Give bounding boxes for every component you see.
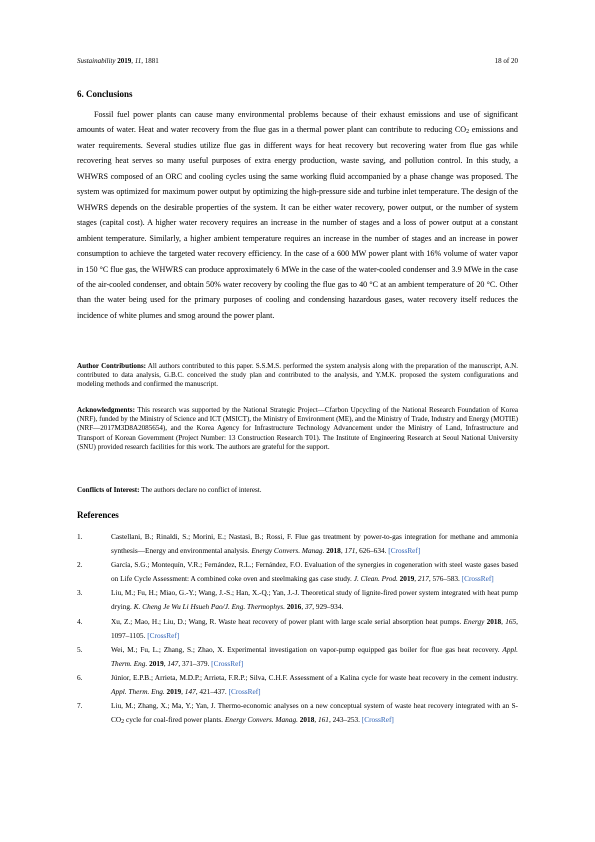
reference-journal: Energy Convers. Manag. <box>224 715 298 725</box>
reference-pages: , 243–253. <box>328 715 362 725</box>
reference-pages: , 421–437. <box>195 687 229 697</box>
reference-volume: , 147 <box>181 687 196 697</box>
reference-volume: , 171 <box>340 546 356 556</box>
references-title: References <box>77 510 119 520</box>
acknowledgments <box>77 406 518 452</box>
reference-text: García, S.G.; Montequín, V.R.; Fernández, R.L.; Fernández, F.O. Evaluation of the synergies in cogeneration with steel waste gases based on Life Cycle Assessment: A combined coke oven and steelmaking gas case study. <box>111 560 518 584</box>
reference-text: Xu, Z.; Mao, H.; Liu, D.; Wang, R. Waste heat recovery of power plant with large scale serial absorption heat pumps. <box>111 616 464 626</box>
reference-text: Liu, M.; Zhang, X.; Ma, Y.; Yan, J. Thermo-economic analyses on a new conceptual system of waste heat recovery integrated with an S-CO <box>111 701 518 725</box>
subscript: 2 <box>121 719 125 726</box>
reference-volume: , 37 <box>301 602 313 612</box>
reference-journal: Energy Convers. Manag. <box>251 546 325 556</box>
reference-year: 2016 <box>284 602 302 612</box>
author-contributions-label: Author Contributions: <box>77 362 147 370</box>
reference-text: Júnior, E.P.B.; Arrieta, M.D.P.; Arrieta, F.R.P.; Silva, C.H.F. Assessment of a Kalina cycle for waste heat recovery in the cement industry. <box>111 672 518 682</box>
references-list <box>77 530 518 727</box>
reference-text: Liu, M.; Fu, H.; Miao, G.-Y.; Wang, J.-S.; Han, X.-Q.; Yan, J.-J. Theoretical study of lignite-fired power system integrated with heat pump drying. <box>111 588 518 612</box>
reference-journal: Appl. Therm. Eng. <box>111 644 518 668</box>
reference-item <box>77 643 518 671</box>
reference-pages: , 929–934. <box>312 602 344 612</box>
reference-item <box>77 671 518 699</box>
citation-volume: 11 <box>134 57 142 65</box>
acknowledgments-text: This research was supported by the National Strategic Project—Cfarbon Upcycling of the National Research Foundation of Korea (NRF), funded by the Ministry of Science and ICT (MSICT), the Ministry of Environment (ME), and the Ministry of Trade, Industry and Energy (MOTIE) (NRF—2017M3D8A2085654), and the Korea Agency for Infrastructure Technology Advancement under the Ministry of Land, Infrastructure and Transport of Korean Government (Project Number: 13 Construction Research T01). The Institute of Engineering Research at Seoul National University (SNU) provided research facilities for this work. The authors are grateful for the support. <box>77 406 518 451</box>
reference-pages: , 1097–1105. <box>111 616 518 640</box>
reference-volume: , 161 <box>314 715 329 725</box>
citation-year: 2019 <box>117 57 132 65</box>
reference-journal: Appl. Therm. Eng. <box>111 687 165 697</box>
reference-year: 2018 <box>297 715 315 725</box>
reference-journal: J. Clean. Prod. <box>353 574 398 584</box>
section-title: 6. Conclusions <box>77 89 133 99</box>
reference-year: 2019 <box>147 658 164 668</box>
reference-year: 2018 <box>324 546 341 556</box>
conflicts-of-interest <box>77 486 518 495</box>
reference-number: 7. <box>77 701 83 711</box>
author-contributions-text: All authors contributed to this paper. S.S.M.S. performed the system analysis along with the preparation of the manuscript, A.N. contributed to data analysis, G.B.C. conceived the study plan and contributed to the analysis, and Y.M.K. proposed the system configurations and modeling methods and confirmed the manuscript. <box>77 362 518 389</box>
subscript: 2 <box>466 129 470 136</box>
reference-item <box>77 530 518 558</box>
reference-year: 2018 <box>484 616 502 626</box>
page-header <box>77 57 518 69</box>
crossref-link[interactable]: [CrossRef] <box>147 630 180 640</box>
reference-number: 5. <box>77 644 83 654</box>
conclusion-paragraph <box>77 107 518 323</box>
reference-volume: , 165 <box>501 616 517 626</box>
reference-year: 2019 <box>164 687 182 697</box>
reference-pages: , 576–583. <box>428 574 462 584</box>
reference-item <box>77 586 518 614</box>
author-contributions <box>77 362 518 390</box>
reference-text: cycle for coal-fired power plants. <box>124 715 225 725</box>
journal-name: Sustainability <box>77 57 116 65</box>
crossref-link[interactable]: [CrossRef] <box>388 546 421 556</box>
journal-citation: Sustainability 2019, 11, 1881 <box>77 57 159 65</box>
reference-volume: , 147 <box>163 658 179 668</box>
crossref-link[interactable]: [CrossRef] <box>211 658 244 668</box>
reference-number: 2. <box>77 560 83 570</box>
crossref-link[interactable]: [CrossRef] <box>228 687 261 697</box>
conclusion-text-1: Fossil fuel power plants can cause many environmental problems because of their exhaust emissions and use of significant amounts of water. Heat and water recovery from the flue gas in a thermal power plant can contribute to reducing CO <box>77 110 518 135</box>
reference-journal: Energy <box>463 616 485 626</box>
acknowledgments-label: Acknowledgments: <box>77 406 135 414</box>
reference-number: 6. <box>77 672 83 682</box>
reference-journal: K. Cheng Je Wu Li Hsueh Pao/J. Eng. Thermophys. <box>133 602 285 612</box>
crossref-link[interactable]: [CrossRef] <box>361 715 394 725</box>
page-number: 18 of 20 <box>494 57 518 65</box>
crossref-link[interactable]: [CrossRef] <box>461 574 494 584</box>
reference-volume: , 217 <box>414 574 429 584</box>
reference-pages: , 626–634. <box>355 546 389 556</box>
reference-number: 1. <box>77 532 83 541</box>
conflicts-text: The authors declare no conflict of interest. <box>139 486 262 494</box>
reference-text: Wei, M.; Fu, L.; Zhang, S.; Zhao, X. Experimental investigation on vapor-pump equipped gas boiler for flue gas heat recovery. <box>111 644 503 654</box>
reference-text: Castellani, B.; Rinaldi, S.; Morini, E.; Nastasi, B.; Rossi, F. Flue gas treatment by power-to-gas integration for methane and ammonia synthesis—Energy and environmental analysis. <box>111 532 518 556</box>
reference-item <box>77 615 518 643</box>
reference-number: 4. <box>77 616 83 626</box>
reference-item <box>77 558 518 586</box>
reference-item <box>77 699 518 727</box>
conflicts-label: Conflicts of Interest: <box>77 486 140 494</box>
reference-pages: , 371–379. <box>178 658 212 668</box>
conclusion-text-2: emissions and water requirements. Several studies utilize flue gas in different ways for heat recovery but recovering water from flue gas while recovering heat serves so many useful purposes of extra energy production, waste saving, and pollution control. In this study, a WHWRS composed of an ORC and cooling cycles using the same working fluid accompanied by a phase change was proposed. The system was optimized for maximum power output by optimizing the high-pressure side and turbine inlet temperature. The design of the WHWRS depends on the desirable properties of the system. It can be either water recovery, power output, or the number of system stages (capital cost). A higher water recovery requires an increase in the number of stages and a loss of power output at a constant ambient temperature. Similarly, a higher ambient temperature requires an increase in the number of stages and an increase in power consumption to achieve the targeted water recovery efficiency. In the case of a 600 MW power plant with 16% volume of water vapor in 150 °C flue gas, the WHWRS can produce approximately 6 MWe in the case of the water-cooled condenser and 3.9 MWe in the case of the air-cooled condenser, and obtain 50% water recovery by cooling the flue gas to 40 °C at an ambient temperature of 20 °C. Other than the water being used for the primary purposes of cooling and condensing hazardous gases, water recovery itself reduces the incidence of white plumes and smog around the power plant. <box>77 125 518 320</box>
reference-number: 3. <box>77 588 83 598</box>
reference-year: 2019 <box>397 574 415 584</box>
